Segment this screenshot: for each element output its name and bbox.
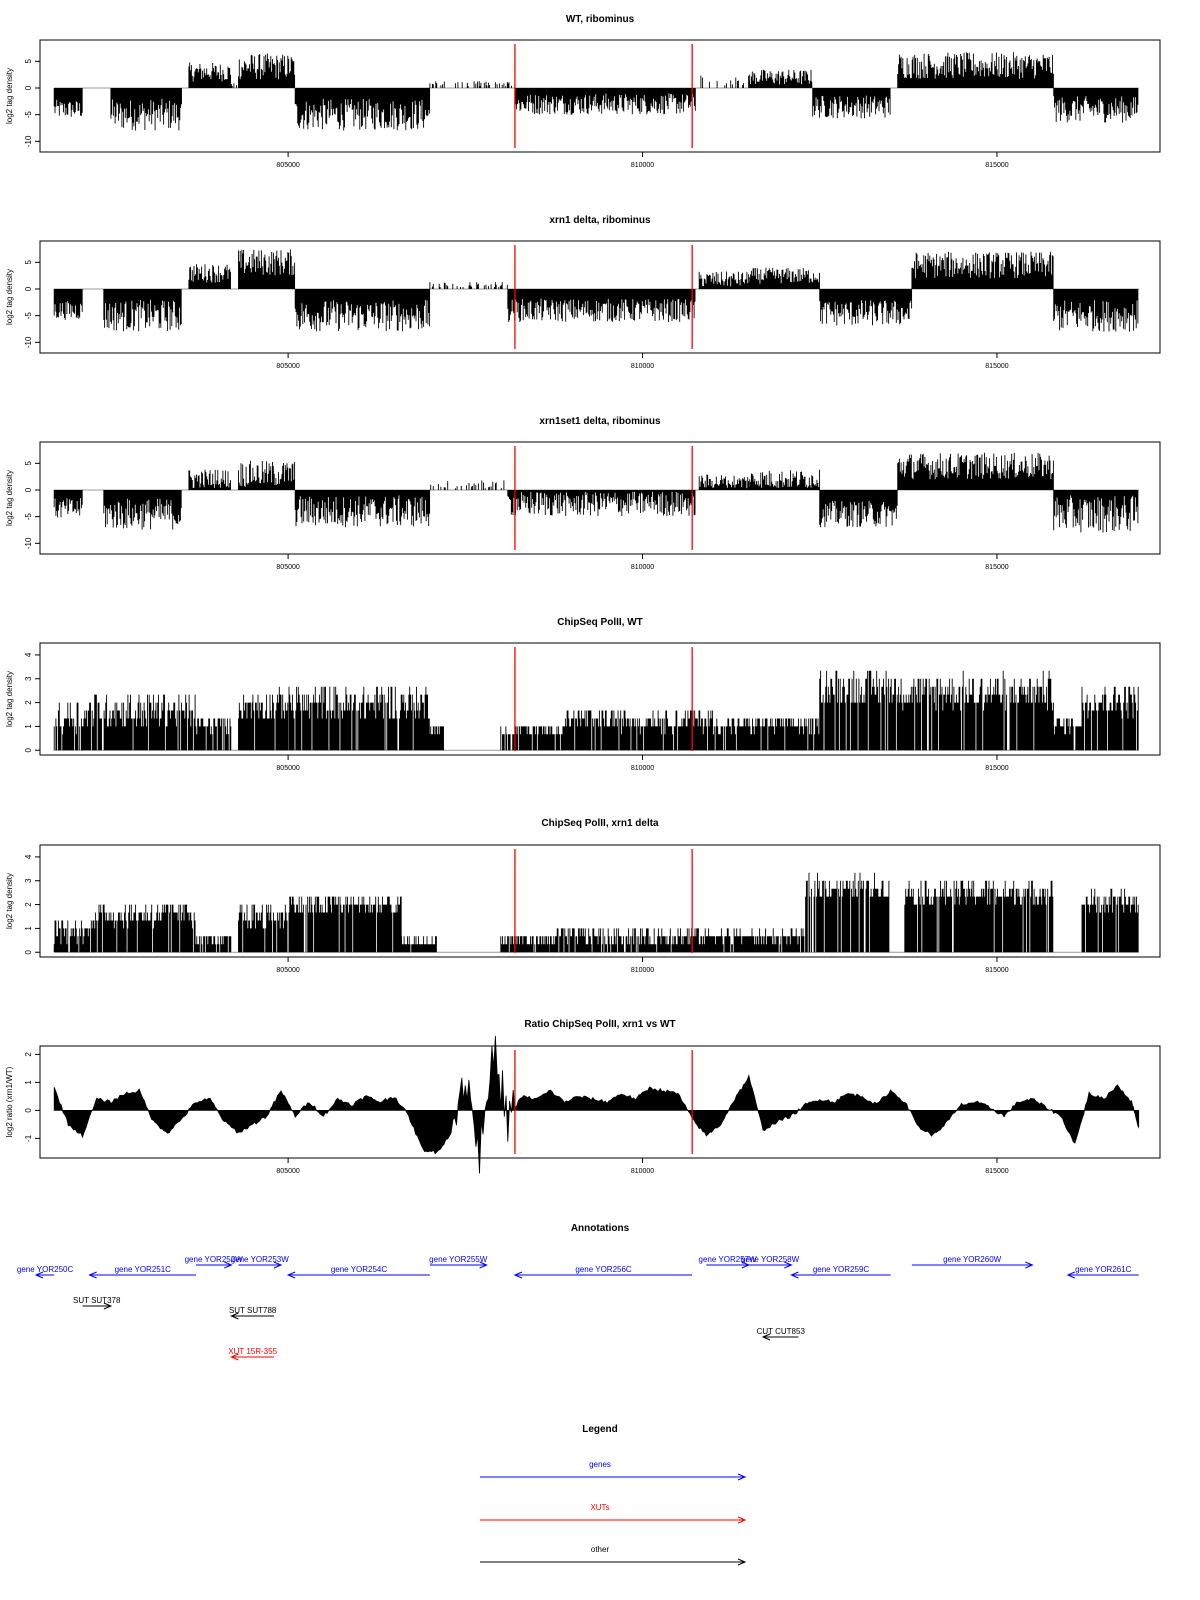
- x-tick-label: 815000: [985, 363, 1009, 370]
- y-tick-label: 0: [24, 487, 33, 493]
- y-axis-label: log2 tag density: [5, 872, 14, 930]
- y-axis-label: log2 tag density: [5, 268, 14, 326]
- y-tick-label: 5: [24, 59, 33, 64]
- chart-title: ChipSeq PolII, xrn1 delta: [541, 818, 659, 829]
- x-tick-label: 810000: [630, 363, 655, 370]
- annotation-feature: [757, 1327, 806, 1340]
- y-tick-label: -5: [24, 312, 33, 320]
- chart-title: Ratio ChipSeq PolII, xrn1 vs WT: [524, 1019, 676, 1030]
- legend-title: Legend: [582, 1424, 618, 1435]
- x-tick-label: 810000: [630, 967, 655, 974]
- annotation-feature: [231, 1255, 290, 1268]
- signal-series: [54, 1036, 1139, 1174]
- legend-item: [480, 1503, 745, 1523]
- y-tick-label: 0: [24, 748, 33, 753]
- x-tick-label: 810000: [630, 1168, 655, 1175]
- annotation-label: gene YOR258W: [741, 1255, 800, 1264]
- x-tick-label: 805000: [276, 564, 300, 571]
- y-tick-label: 3: [24, 878, 33, 883]
- ratio-area: [54, 1036, 1139, 1174]
- legend-item: [480, 1545, 745, 1565]
- x-tick-label: 815000: [985, 765, 1009, 772]
- y-tick-label: 5: [24, 461, 33, 466]
- annotation-label: SUT SUT788: [228, 1306, 277, 1315]
- chart-panel-5: [5, 818, 1160, 974]
- annotation-feature: [741, 1255, 800, 1268]
- chart-panel-3: [5, 416, 1160, 571]
- annotation-label: gene YOR252W: [184, 1255, 243, 1264]
- chart-panel-6: [5, 1019, 1160, 1175]
- annotation-feature: [228, 1347, 277, 1360]
- x-tick-label: 815000: [985, 162, 1009, 169]
- annotation-feature: [90, 1265, 196, 1278]
- annotation-feature: [288, 1265, 430, 1278]
- y-tick-label: -10: [24, 537, 33, 550]
- y-tick-label: 2: [24, 700, 33, 705]
- y-tick-label: -10: [24, 336, 33, 349]
- annotation-label: gene YOR250C: [16, 1265, 74, 1274]
- y-tick-label: 2: [24, 902, 33, 907]
- y-axis-label: log2 tag density: [5, 670, 14, 728]
- chart-title: ChipSeq PolII, WT: [557, 617, 643, 628]
- annotation-label: gene YOR255W: [429, 1255, 488, 1264]
- x-tick-label: 810000: [630, 564, 655, 571]
- annotation-label: gene YOR257W: [698, 1255, 757, 1264]
- y-axis-label: log2 tag density: [5, 67, 14, 125]
- y-tick-label: 4: [24, 652, 33, 658]
- x-tick-label: 810000: [630, 162, 655, 169]
- y-tick-label: 3: [24, 676, 33, 681]
- legend: [480, 1424, 745, 1565]
- y-tick-label: 1: [24, 926, 33, 931]
- chart-panel-1: [5, 14, 1160, 169]
- y-tick-label: 1: [24, 724, 33, 729]
- chart-title: xrn1set1 delta, ribominus: [539, 416, 661, 427]
- legend-item: [480, 1460, 745, 1480]
- signal-series: [54, 873, 1139, 952]
- signal-series: [54, 671, 1139, 750]
- signal-bars: [54, 52, 1138, 130]
- annotation-label: gene YOR256C: [575, 1265, 632, 1274]
- x-tick-label: 810000: [630, 765, 655, 772]
- annotation-label: gene YOR261C: [1075, 1265, 1132, 1274]
- annotation-label: gene YOR253W: [230, 1255, 289, 1264]
- y-tick-label: -5: [24, 111, 33, 119]
- signal-series: [54, 249, 1139, 331]
- legend-label: genes: [589, 1460, 611, 1469]
- y-tick-label: 0: [24, 1108, 33, 1113]
- annotation-feature: [429, 1255, 488, 1268]
- y-tick-label: 5: [24, 260, 33, 265]
- x-tick-label: 815000: [985, 564, 1009, 571]
- annotation-feature: [515, 1265, 692, 1278]
- annotation-label: SUT SUT378: [72, 1296, 121, 1305]
- annotations-title: Annotations: [570, 1223, 630, 1234]
- signal-series: [54, 453, 1139, 533]
- y-tick-label: 0: [24, 85, 33, 91]
- y-tick-label: 4: [24, 854, 33, 860]
- legend-label: XUTs: [590, 1503, 610, 1512]
- signal-bars: [54, 873, 1138, 952]
- y-tick-label: -5: [24, 513, 33, 521]
- annotations-panel: [17, 1223, 1139, 1360]
- annotation-feature: [791, 1265, 890, 1278]
- x-tick-label: 805000: [276, 765, 300, 772]
- annotation-label: gene YOR251C: [114, 1265, 171, 1274]
- x-tick-label: 805000: [276, 967, 300, 974]
- x-tick-label: 805000: [276, 162, 300, 169]
- legend-label: other: [590, 1545, 610, 1554]
- chart-panel-4: [5, 617, 1160, 772]
- x-tick-label: 815000: [985, 1168, 1009, 1175]
- annotation-label: gene YOR260W: [943, 1255, 1002, 1264]
- annotation-label: CUT CUT853: [756, 1327, 805, 1336]
- y-tick-label: -1: [24, 1134, 33, 1142]
- annotation-feature: [73, 1296, 121, 1309]
- signal-bars: [54, 453, 1138, 533]
- x-tick-label: 815000: [985, 967, 1009, 974]
- annotation-feature: [229, 1306, 277, 1319]
- annotation-feature: [17, 1265, 74, 1278]
- signal-bars: [54, 249, 1138, 331]
- y-axis-label: log2 tag density: [5, 469, 14, 527]
- chart-panel-2: [5, 215, 1160, 370]
- x-tick-label: 805000: [276, 363, 300, 370]
- annotation-label: gene YOR259C: [812, 1265, 870, 1274]
- annotation-label: XUT 15R-355: [228, 1347, 278, 1356]
- y-tick-label: -10: [24, 135, 33, 148]
- signal-series: [54, 52, 1139, 130]
- signal-bars: [54, 671, 1138, 750]
- y-tick-label: 2: [24, 1052, 33, 1057]
- x-tick-label: 805000: [276, 1168, 300, 1175]
- annotation-label: gene YOR254C: [330, 1265, 388, 1274]
- annotation-feature: [912, 1255, 1033, 1268]
- annotation-feature: [1068, 1265, 1139, 1278]
- y-axis-label: log2 ratio (xrn1/WT): [5, 1066, 14, 1138]
- y-tick-label: 0: [24, 286, 33, 292]
- chart-title: xrn1 delta, ribominus: [549, 215, 651, 226]
- chart-title: WT, ribominus: [565, 14, 635, 25]
- y-tick-label: 1: [24, 1080, 33, 1085]
- y-tick-label: 0: [24, 950, 33, 955]
